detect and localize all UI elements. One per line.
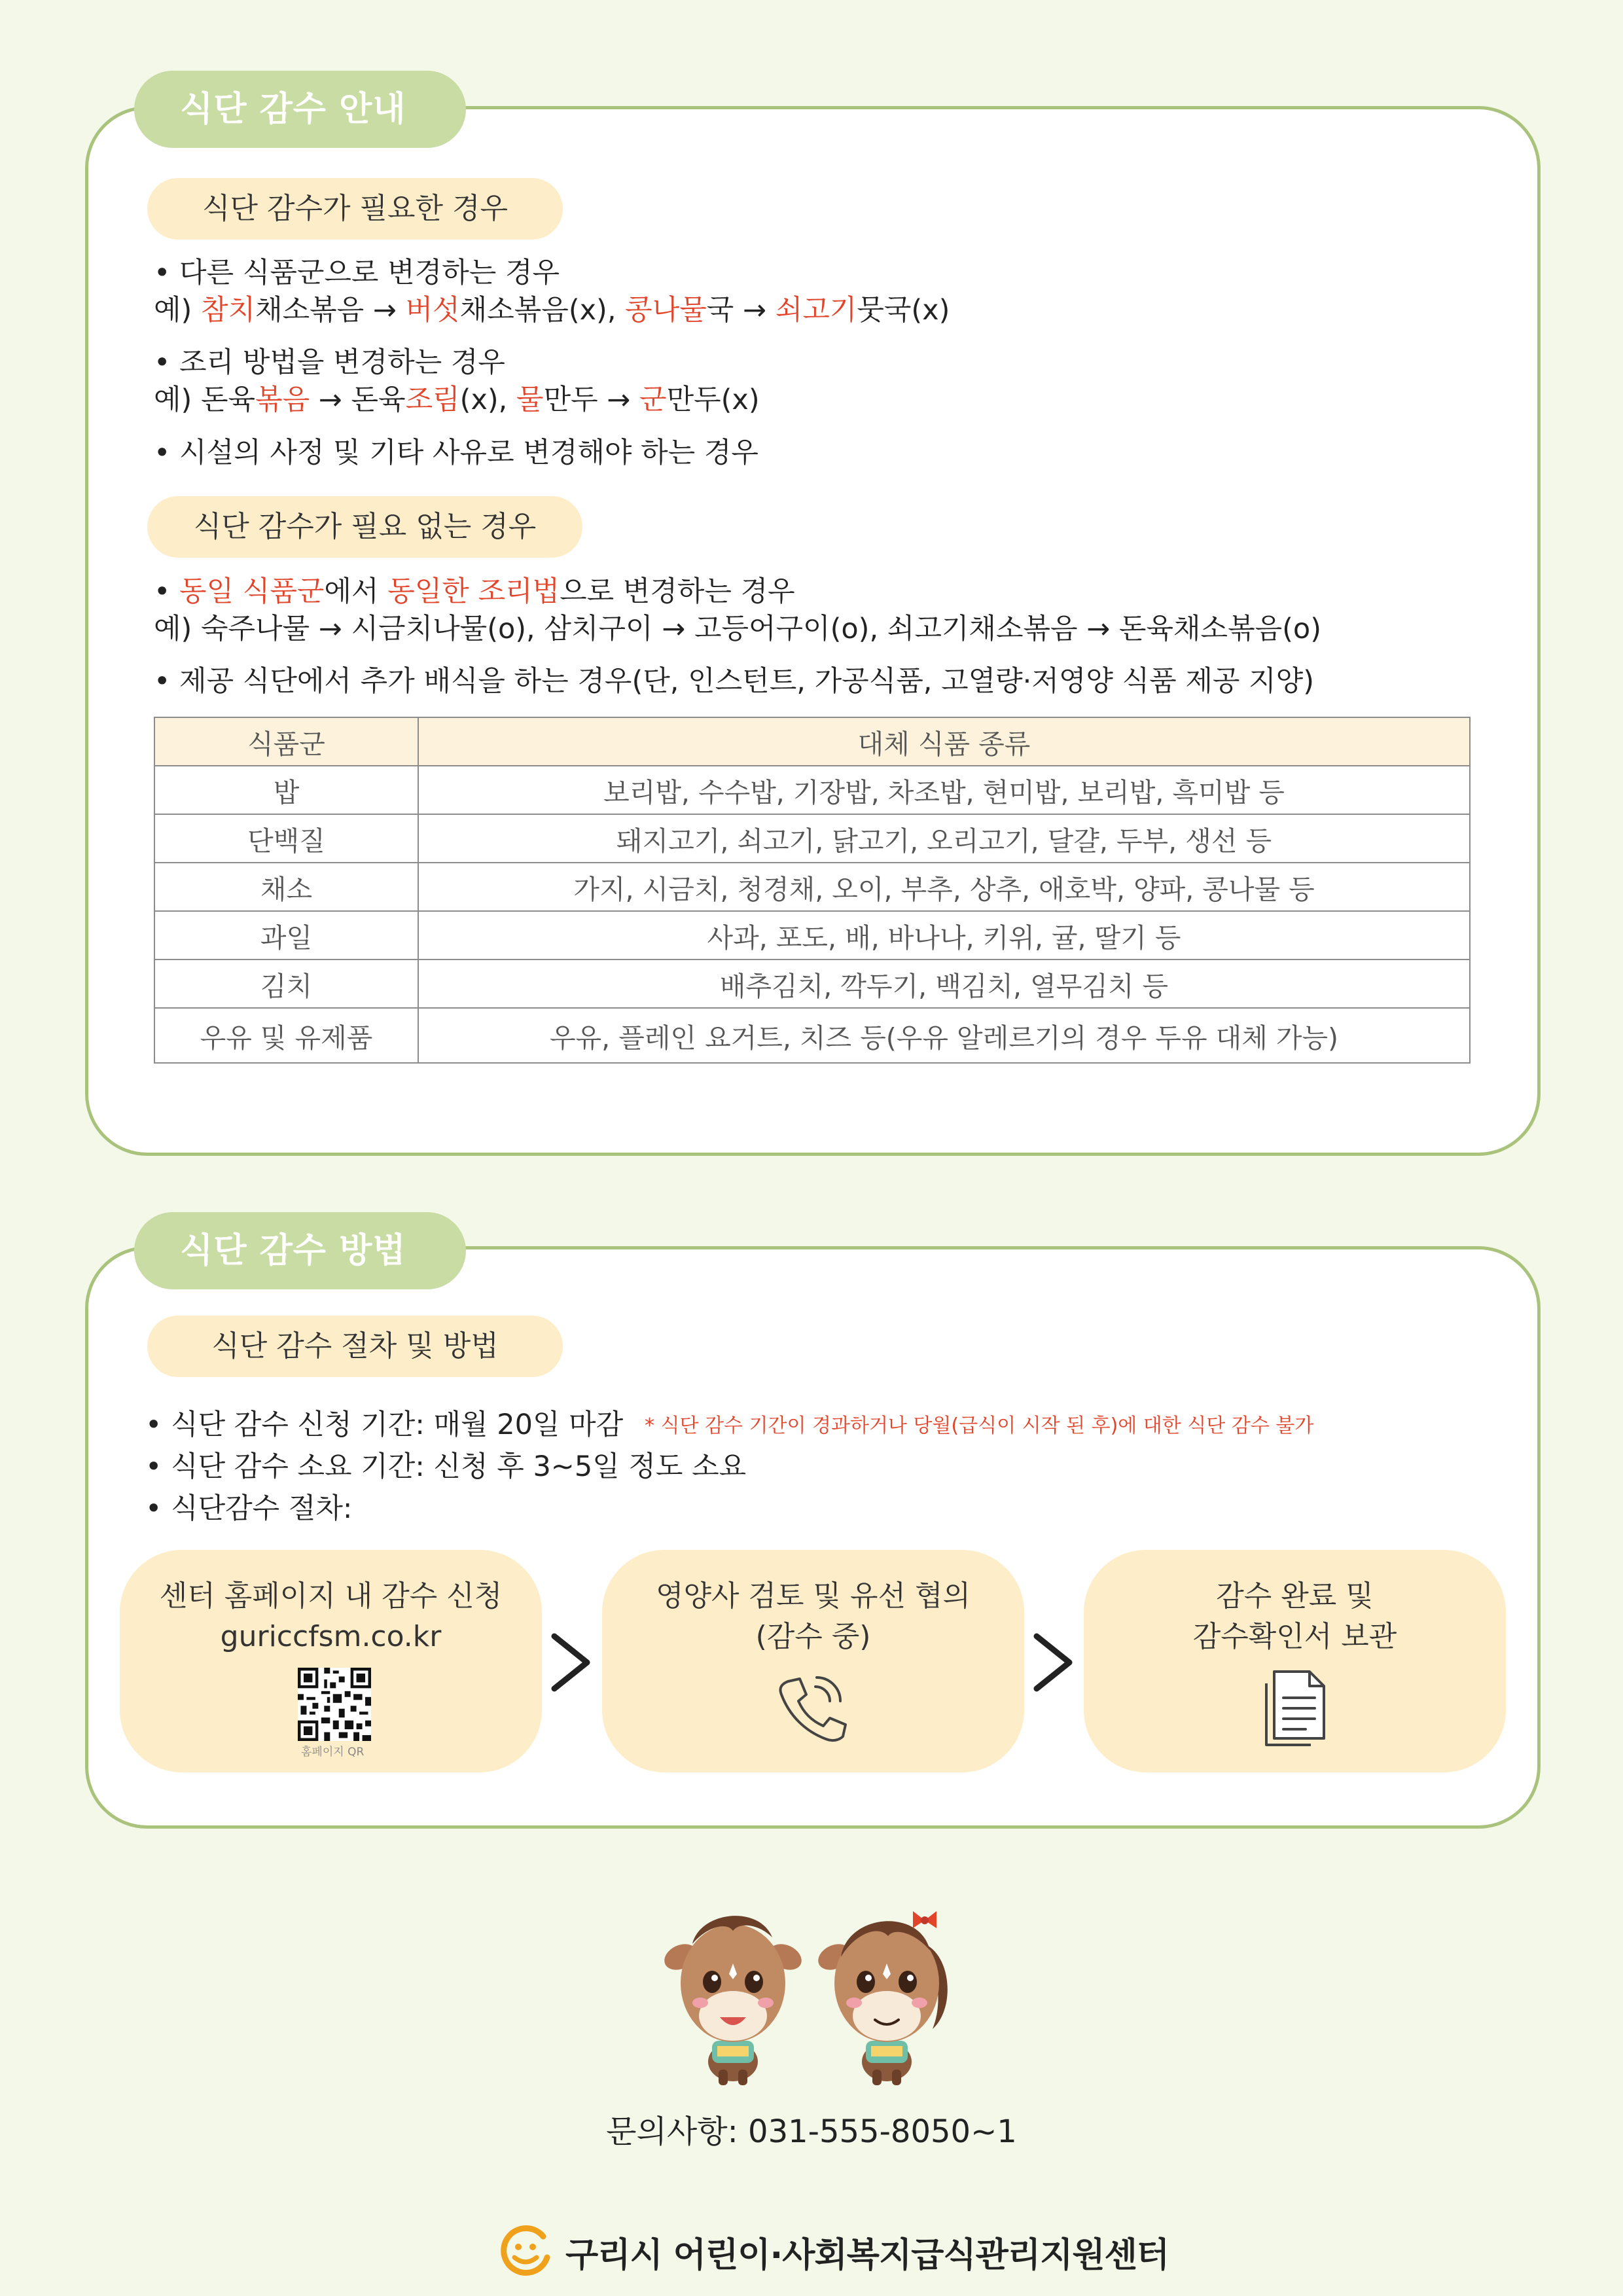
qr-code-icon[interactable] bbox=[298, 1668, 371, 1741]
step-complete-line1: 감수 완료 및 bbox=[1216, 1579, 1374, 1613]
substitute-cell: 보리밥, 수수밥, 기장밥, 차조밥, 현미밥, 보리밥, 흑미밥 등 bbox=[418, 766, 1470, 814]
food-group-cell: 과일 bbox=[154, 911, 418, 960]
section-title-method: 식단 감수 방법 bbox=[134, 1212, 466, 1289]
qr-caption: 홈페이지 QR bbox=[301, 1746, 365, 1759]
table-row bbox=[154, 863, 1470, 911]
chevron-right-icon bbox=[546, 1630, 599, 1695]
not-needed-example-1: 예) 숙주나물 → 시금치나물(o), 삼치구이 → 고등어구이(o), 쇠고기채소볶음 → 돈육채소볶음(o) bbox=[154, 613, 1322, 645]
table-row bbox=[154, 766, 1470, 814]
chevron-right-icon bbox=[1029, 1630, 1081, 1695]
table-row bbox=[154, 911, 1470, 960]
subtitle-procedure: 식단 감수 절차 및 방법 bbox=[147, 1316, 563, 1377]
method-line-period: • 식단 감수 신청 기간: 매월 20일 마감 bbox=[145, 1408, 624, 1441]
step-review-line2: (감수 중) bbox=[755, 1620, 871, 1653]
table-row bbox=[154, 814, 1470, 863]
table-row bbox=[154, 960, 1470, 1008]
substitute-food-table bbox=[154, 717, 1471, 1064]
needed-example-2: 예) 돈육볶음 → 돈육조림(x), 물만두 → 군만두(x) bbox=[154, 384, 760, 416]
document-icon bbox=[1260, 1668, 1332, 1749]
substitute-cell: 우유, 플레인 요거트, 치즈 등(우유 알레르기의 경우 두유 대체 가능) bbox=[418, 1008, 1470, 1063]
footer bbox=[497, 2222, 1169, 2281]
food-group-cell: 밥 bbox=[154, 766, 418, 814]
step-apply-url[interactable]: guriccfsm.co.kr bbox=[220, 1620, 442, 1653]
step-complete-line2: 감수확인서 보관 bbox=[1192, 1620, 1397, 1653]
step-review-line1: 영양사 검토 및 유선 협의 bbox=[656, 1579, 971, 1613]
food-group-cell: 채소 bbox=[154, 863, 418, 911]
food-group-cell: 김치 bbox=[154, 960, 418, 1008]
substitute-cell: 돼지고기, 쇠고기, 닭고기, 오리고기, 달걀, 두부, 생선 등 bbox=[418, 814, 1470, 863]
not-needed-item-2: • 제공 식단에서 추가 배식을 하는 경우(단, 인스턴트, 가공식품, 고열량·저영양 식품 제공 지양) bbox=[154, 665, 1314, 698]
not-needed-item-1: • 동일 식품군에서 동일한 조리법으로 변경하는 경우 bbox=[154, 575, 795, 608]
needed-item-3: • 시설의 사정 및 기타 사유로 변경해야 하는 경우 bbox=[154, 437, 758, 469]
center-name: 구리시 어린이·사회복지급식관리지원센터 bbox=[565, 2235, 1169, 2275]
center-logo-icon bbox=[497, 2223, 554, 2280]
subtitle-review-not-needed: 식단 감수가 필요 없는 경우 bbox=[147, 496, 582, 558]
section-title-guidance: 식단 감수 안내 bbox=[134, 71, 466, 148]
method-line-procedure: • 식단감수 절차: bbox=[145, 1492, 353, 1525]
boy-mascot-icon bbox=[661, 1898, 805, 2088]
food-group-cell: 우유 및 유제품 bbox=[154, 1008, 418, 1063]
header-substitute-foods: 대체 식품 종류 bbox=[418, 717, 1470, 766]
substitute-cell: 사과, 포도, 배, 바나나, 키위, 귤, 딸기 등 bbox=[418, 911, 1470, 960]
needed-example-1: 예) 참치채소볶음 → 버섯채소볶음(x), 콩나물국 → 쇠고기뭇국(x) bbox=[154, 294, 950, 327]
substitute-cell: 가지, 시금치, 청경채, 오이, 부추, 상추, 애호박, 양파, 콩나물 등 bbox=[418, 863, 1470, 911]
contact-info: 문의사항: 031-555-8050~1 bbox=[606, 2113, 1017, 2150]
header-food-group: 식품군 bbox=[154, 717, 418, 766]
substitute-cell: 배추김치, 깍두기, 백김치, 열무김치 등 bbox=[418, 960, 1470, 1008]
method-line-duration: • 식단 감수 소요 기간: 신청 후 3~5일 정도 소요 bbox=[145, 1450, 747, 1483]
girl-mascot-icon bbox=[815, 1898, 959, 2088]
method-note: * 식단 감수 기간이 경과하거나 당월(급식이 시작 된 후)에 대한 식단 감수 불가 bbox=[645, 1414, 1314, 1437]
table-header-row bbox=[154, 717, 1470, 766]
table-row bbox=[154, 1008, 1470, 1063]
phone-icon bbox=[774, 1672, 852, 1744]
food-group-cell: 단백질 bbox=[154, 814, 418, 863]
subtitle-review-needed: 식단 감수가 필요한 경우 bbox=[147, 178, 563, 240]
needed-item-2: • 조리 방법을 변경하는 경우 bbox=[154, 346, 505, 379]
step-apply-line1: 센터 홈페이지 내 감수 신청 bbox=[159, 1579, 503, 1613]
needed-item-1: • 다른 식품군으로 변경하는 경우 bbox=[154, 257, 560, 289]
